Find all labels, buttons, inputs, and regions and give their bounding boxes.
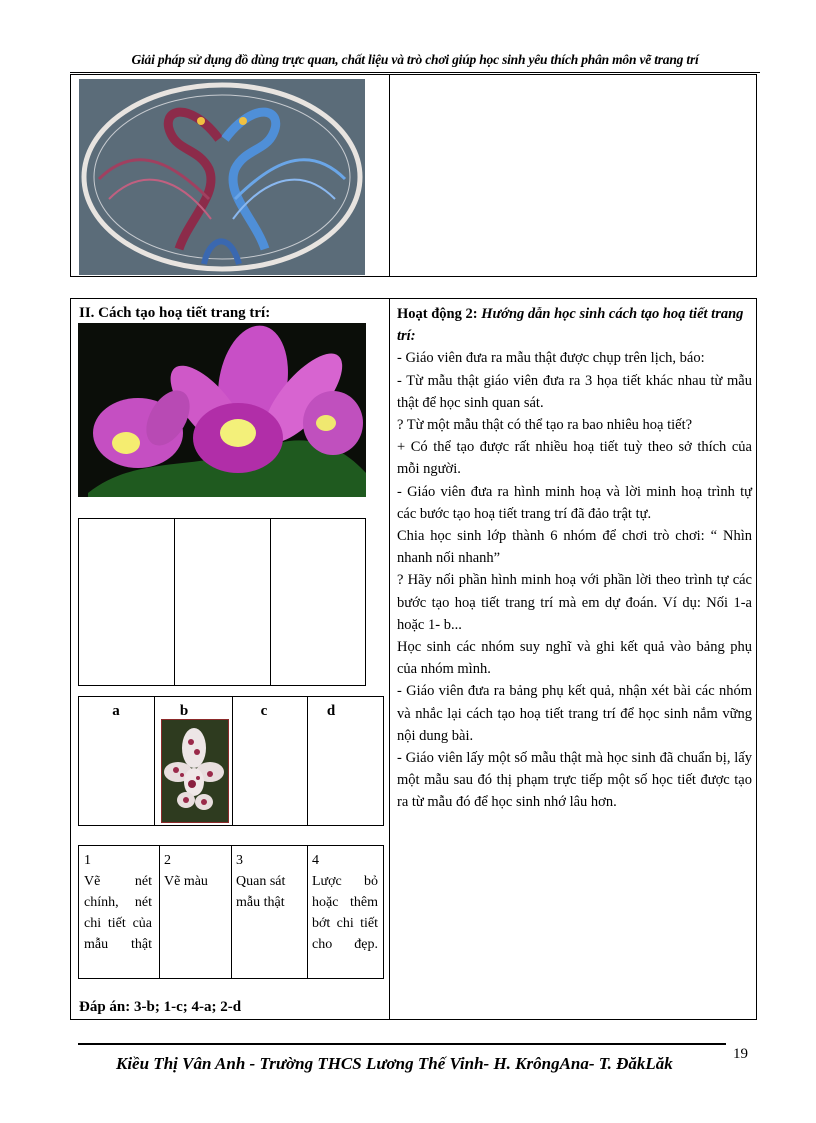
step-3 (236, 850, 304, 913)
label-d: d (326, 703, 336, 719)
paragraph-9: - Giáo viên đưa ra bảng phụ kết quả, nhận xét bài các nhóm và nhắc lại cách tạo hoạ tiết trang trí để học sinh nắm vững nội dung bài. (397, 683, 752, 744)
answer-key: Đáp án: 3-b; 1-c; 4-a; 2-d (79, 999, 242, 1015)
top-table (70, 74, 757, 277)
activity-heading (397, 303, 752, 347)
step-1-number: 1 (84, 853, 91, 868)
grid3-divider-2 (270, 519, 271, 685)
step-4 (312, 850, 378, 955)
paragraph-7: ? Hãy nối phần hình minh hoạ với phần lời theo trình tự các bước tạo hoạ tiết trang trí mà em dự đoán. Ví dụ: Nối 1-a hoặc 1- b... (397, 572, 752, 633)
label-c: c (260, 703, 268, 719)
grid4-divider-3 (307, 697, 308, 825)
paragraph-2: - Từ mẫu thật giáo viên đưa ra 3 họa tiết khác nhau từ mẫu thật để học sinh quan sát. (397, 372, 752, 411)
left-heading: II. Cách tạo hoạ tiết trang trí: (79, 305, 271, 321)
page-header: Giải pháp sử dụng đồ dùng trực quan, chất liệu và trò chơi giúp học sinh yêu thích phân môn vẽ trang trí (131, 52, 699, 67)
paragraph-8: Học sinh các nhóm suy nghĩ và ghi kết quả vào bảng phụ của nhóm mình. (397, 639, 752, 678)
label-b: b (179, 703, 189, 719)
footer-author: Kiều Thị Vân Anh - Trường THCS Lương Thế Vinh- H. KrôngAna- T. ĐăkLăk (116, 1054, 673, 1073)
grid5-divider-2 (231, 846, 232, 978)
activity-title: Hướng dẫn học sinh cách tạo hoạ tiết trang trí: (397, 306, 744, 345)
step-4-number: 4 (312, 853, 319, 868)
activity-label: Hoạt động 2: (397, 306, 478, 322)
paragraph-4: + Có thể tạo được rất nhiều hoạ tiết tuỳ theo sở thích của mỗi người. (397, 439, 752, 478)
label-a: a (112, 703, 120, 719)
section-divider (389, 299, 390, 1019)
label-grid (78, 696, 384, 826)
grid4-divider-1 (154, 697, 155, 825)
footer-divider (78, 1043, 726, 1045)
grid5-divider-3 (307, 846, 308, 978)
step-1-text: Vẽ nét chính, nét chi tiết của mẫu thật (84, 874, 152, 952)
paragraph-3: ? Từ một mẫu thật có thể tạo ra bao nhiêu hoạ tiết? (397, 417, 693, 434)
section-table (70, 298, 757, 1020)
step-4-text: Lược bỏ hoặc thêm bớt chi tiết cho đẹp. (312, 874, 378, 952)
spotted-orchid-photo (161, 719, 229, 823)
paragraph-5: - Giáo viên đưa ra hình minh hoạ và lời minh hoạ trình tự các bước tạo hoạ tiết trang trí đã đảo trật tự. (397, 483, 752, 522)
step-3-text: Quan sát mẫu thật (236, 874, 286, 910)
orchid-photo (78, 323, 366, 497)
steps-grid (78, 845, 384, 979)
step-3-number: 3 (236, 853, 243, 868)
activity-column (397, 303, 752, 814)
grid3-divider-1 (174, 519, 175, 685)
page-number: 19 (733, 1046, 748, 1062)
paragraph-6: Chia học sinh lớp thành 6 nhóm để chơi trò chơi: “ Nhìn nhanh nối nhanh” (397, 528, 752, 567)
paragraph-10: - Giáo viên lấy một số mẫu thật mà học sinh đã chuẩn bị, lấy một mẫu sau đó thị phạm trực tiếp một số học tiết được tạo ra từ mẫu đó để học sinh nhớ lâu hơn. (397, 750, 752, 811)
paragraph-1: - Giáo viên đưa ra mẫu thật được chụp trên lịch, báo: (397, 350, 705, 367)
step-1 (84, 850, 152, 955)
step-2-text: Vẽ màu (164, 874, 208, 889)
phoenix-pattern-image (79, 79, 365, 275)
grid5-divider-1 (159, 846, 160, 978)
step-2 (164, 850, 232, 892)
header-divider (70, 72, 760, 73)
step-2-number: 2 (164, 853, 171, 868)
illustration-grid (78, 518, 366, 686)
grid4-divider-2 (232, 697, 233, 825)
top-table-divider (389, 75, 390, 276)
